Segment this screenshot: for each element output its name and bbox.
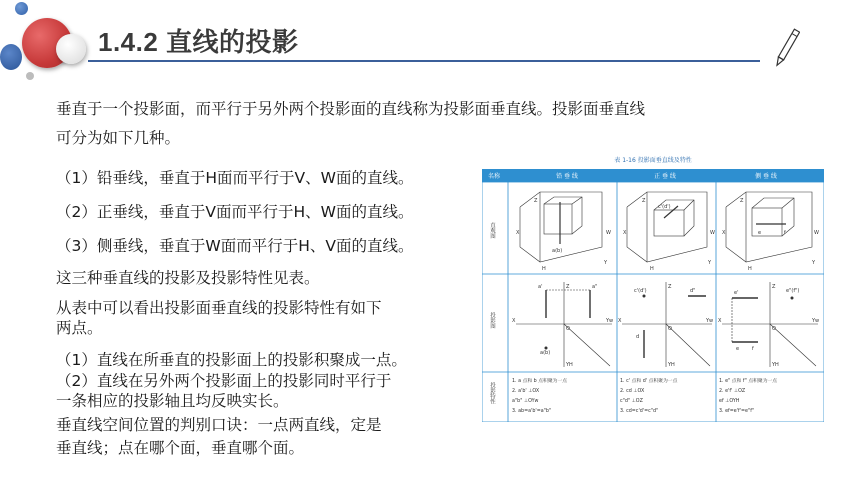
point-1: （1）直线在所垂直的投影面上的投影积聚成一点。 xyxy=(56,351,407,369)
characteristics-line-1: 从表中可以看出投影面垂直线的投影特性有如下 xyxy=(56,299,382,317)
projection-labels xyxy=(512,284,819,368)
svg-text:O: O xyxy=(772,326,776,332)
svg-text:YH: YH xyxy=(566,362,573,368)
svg-text:Z: Z xyxy=(566,284,570,290)
svg-text:d": d" xyxy=(690,288,696,294)
svg-text:W: W xyxy=(710,230,715,236)
svg-text:Yw: Yw xyxy=(812,318,820,324)
svg-text:a"b" ⊥OYw: a"b" ⊥OYw xyxy=(512,399,539,404)
intro-line-1: 垂直于一个投影面，而平行于另外两个投影面的直线称为投影面垂直线。投影面垂直线 xyxy=(56,100,646,118)
svg-text:X: X xyxy=(618,318,622,324)
svg-text:1. c' 点和 d' 点积聚为一点: 1. c' 点和 d' 点积聚为一点 xyxy=(620,379,678,384)
row-label-projection: 投影图 xyxy=(489,312,495,329)
point-2-line-1: （2）直线在另外两个投影面上的投影同时平行于 xyxy=(56,372,392,390)
svg-text:3. ef=e'f'=e"f": 3. ef=e'f'=e"f" xyxy=(719,409,755,414)
svg-text:H: H xyxy=(542,266,546,272)
header-col-3: 侧 垂 线 xyxy=(755,173,777,180)
svg-text:c'(d'): c'(d') xyxy=(658,204,671,210)
svg-text:2. a'b' ⊥OX: 2. a'b' ⊥OX xyxy=(512,389,540,394)
svg-text:Z: Z xyxy=(740,198,744,204)
pictorial-labels xyxy=(516,198,819,272)
svg-text:X: X xyxy=(722,230,726,236)
pictorial-drawings xyxy=(520,192,812,262)
svg-text:e: e xyxy=(736,346,740,352)
svg-text:O: O xyxy=(566,326,570,332)
header-col-2: 正 垂 线 xyxy=(654,173,676,180)
svg-text:Yw: Yw xyxy=(706,318,714,324)
rule-line-2: 垂直线；点在哪个面，垂直哪个面。 xyxy=(56,439,305,457)
svg-text:e': e' xyxy=(734,290,739,296)
svg-text:YH: YH xyxy=(772,362,779,368)
svg-text:2. cd ⊥OX: 2. cd ⊥OX xyxy=(620,389,645,394)
svg-text:Y: Y xyxy=(812,260,816,266)
item-3: （3）侧垂线，垂直于W面而平行于H、V面的直线。 xyxy=(56,237,414,255)
svg-text:YH: YH xyxy=(668,362,675,368)
svg-text:O: O xyxy=(668,326,672,332)
title-underline xyxy=(88,60,760,62)
page-title: 1.4.2 直线的投影 xyxy=(98,27,299,57)
svg-text:H: H xyxy=(748,266,752,272)
decor-blue-dot-top xyxy=(15,2,28,15)
svg-text:3. cd=c'd'=c"d": 3. cd=c'd'=c"d" xyxy=(620,409,659,414)
svg-text:1. e" 点和 f" 点积聚为一点: 1. e" 点和 f" 点积聚为一点 xyxy=(719,379,778,384)
svg-text:W: W xyxy=(606,230,611,236)
svg-text:2. e'f' ⊥OZ: 2. e'f' ⊥OZ xyxy=(719,389,746,394)
decor-blue-circle xyxy=(0,44,22,70)
svg-text:c"d" ⊥OZ: c"d" ⊥OZ xyxy=(620,399,643,404)
svg-text:Z: Z xyxy=(642,198,646,204)
svg-text:Z: Z xyxy=(534,198,538,204)
projection-drawings xyxy=(516,282,818,367)
characteristics-line-2: 两点。 xyxy=(56,319,103,337)
svg-text:e: e xyxy=(758,230,762,236)
svg-text:a(b): a(b) xyxy=(552,248,563,254)
svg-text:a': a' xyxy=(538,284,543,290)
svg-text:Z: Z xyxy=(772,284,776,290)
svg-text:1. a 点和 b 点积聚为一点: 1. a 点和 b 点积聚为一点 xyxy=(512,379,568,384)
svg-text:W: W xyxy=(814,230,819,236)
svg-text:d: d xyxy=(636,334,640,340)
svg-text:H: H xyxy=(650,266,654,272)
property-texts xyxy=(512,377,777,414)
svg-text:X: X xyxy=(512,318,516,324)
table-caption: 表 1-16 投影面垂直线及特性 xyxy=(614,157,692,164)
svg-text:e"(f"): e"(f") xyxy=(786,288,800,294)
intro-line-2: 可分为如下几种。 xyxy=(56,129,181,147)
point-2-line-2: 一条相应的投影轴且均反映实长。 xyxy=(56,392,289,410)
projection-table-figure xyxy=(482,152,824,422)
svg-text:f: f xyxy=(784,230,786,236)
svg-text:f: f xyxy=(752,346,754,352)
svg-text:X: X xyxy=(516,230,520,236)
item-1: （1）铅垂线，垂直于H面而平行于V、W面的直线。 xyxy=(56,169,414,187)
svg-text:a(b): a(b) xyxy=(540,350,551,356)
decor-grey-dot xyxy=(26,72,34,80)
row-label-view: 直观图 xyxy=(489,222,495,239)
summary-line: 这三种垂直线的投影及投影特性见表。 xyxy=(56,269,320,287)
header-col-1: 铅 垂 线 xyxy=(556,173,578,180)
svg-text:Y: Y xyxy=(604,260,608,266)
svg-text:X: X xyxy=(623,230,627,236)
svg-text:X: X xyxy=(718,318,722,324)
svg-text:Y: Y xyxy=(708,260,712,266)
svg-text:a": a" xyxy=(592,284,598,290)
header-name: 名称 xyxy=(487,173,501,180)
pencil-icon xyxy=(774,24,800,72)
decor-white-circle xyxy=(56,34,86,64)
svg-text:Yw: Yw xyxy=(606,318,614,324)
svg-text:c'(d'): c'(d') xyxy=(634,288,647,294)
svg-text:ef ⊥OYH: ef ⊥OYH xyxy=(719,399,740,404)
item-2: （2）正垂线，垂直于V面而平行于H、W面的直线。 xyxy=(56,203,414,221)
svg-text:Z: Z xyxy=(668,284,672,290)
row-label-property: 投影特性 xyxy=(489,382,495,404)
svg-text:3. ab=a'b'=a"b": 3. ab=a'b'=a"b" xyxy=(512,409,552,414)
rule-line-1: 垂直线空间位置的判别口诀：一点两直线，定是 xyxy=(56,416,382,434)
